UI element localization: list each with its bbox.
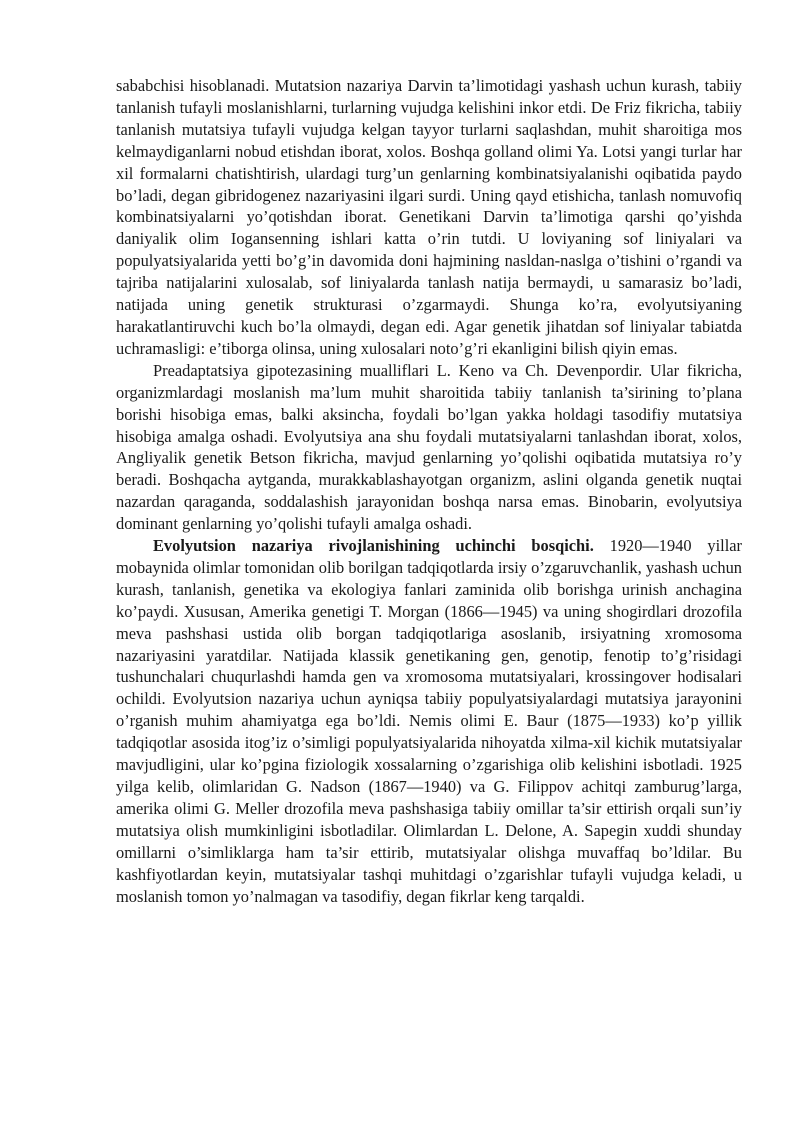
section-heading: Evolyutsion nazariya rivojlanishining uchinchi bosqichi. [153, 536, 594, 556]
paragraph-text: 1920—1940 yillar mobaynida olimlar tomonidan olib borilgan tadqiqotlarda irsiy o’zgaruvchanlik, yashash uchun kurash, tanlanish, genetika va ekologiya fanlari zaminida olib borishga urinish anchagina ko’paydi. Xususan, Amerika genetigi T. Morgan (1866—1945) va uning shogirdlari drozofila meva pashshasi ustida olib borgan tadqiqotlariga asoslanib, irsiyatning xromosoma nazariyasini yaratdilar. Natijada klassik genetikaning gen, genotip, fenotip to’g’risidagi tushunchalari chuqurlashdi hamda gen va xromosoma mutatsiyalari, krossingover hodisalari ochildi. Evolyutsion nazariya uchun ayniqsa tabiiy populyatsiyalardagi mutatsiya jarayonini o’rganish muhim ahamiyatga ega bo’ldi. Nemis olimi E. Baur (1875—1933) ko’p yillik tadqiqotlar asosida itog’iz o’simligi populyatsiyalarida nihoyatda xilma-xil kichik mutatsiyalar mavjudligini, ular ko’pgina fiziologik xossalarning o’zgarishiga olib kelishini isbotladi. 1925 yilga kelib, olimlaridan G. Nadson (1867—1940) va G. Filippov achitqi zamburug’larga, amerika olimi G. Meller drozofila meva pashshasiga tabiiy omillar ta’sir ettirish orqali sun’iy mutatsiya olish mumkinligini isbotladilar. Olimlardan L. Delone, A. Sapegin xuddi shunday omillarni o’simliklarga ham ta’sir ettirib, mutatsiyalar olishga muvaffaq bo’ldilar. Bu kashfiyotlardan keyin, mutatsiyalar tashqi muhitdagi o’zgarishlar tufayli vujudga keladi, u moslanish tomon yo’nalmagan va tasodifiy, degan fikrlar keng tarqaldi. [116, 536, 742, 906]
paragraph-mutation-theory [116, 75, 742, 360]
paragraph-text: Preadaptatsiya gipotezasining mualliflari L. Keno va Ch. Devenpordir. Ular fikricha, organizmlardagi moslanish ma’lum muhit sharoitida tabiiy tanlanish ta’sirining to’plana borishi hisobiga emas, balki aksincha, foydali bo’lgan yakka holdagi tasodifiy mutatsiya hisobiga amalga oshadi. Evolyutsiya ana shu foydali mutatsiyalarni tanlashdan iborat, xolos, Angliyalik genetik Betson fikricha, mavjud genlarning yo’qolishi oqibatida mutatsiya ro’y beradi. Boshqacha aytganda, murakkablashayotgan organizm, aslini olganda genetik nuqtai nazardan qaraganda, soddalashish jarayonidan boshqa narsa emas. Binobarin, evolyutsiya dominant genlarning yo’qolishi tufayli amalga oshadi. [116, 360, 742, 534]
paragraph-preadaptation-hypothesis [116, 360, 742, 535]
document-page [116, 75, 742, 907]
paragraph-text: sababchisi hisoblanadi. Mutatsion nazariya Darvin ta’limotidagi yashash uchun kurash, tabiiy tanlanish tufayli moslanishlarni, turlarning vujudga kelishini inkor etdi. De Friz fikricha, tabiiy tanlanish mutatsiya tufayli vujudga kelgan tayyor turlarni saqlashdan, muhit sharoitiga mos kelmaydiganlarni nobud etishdan iborat, xolos. Boshqa golland olimi Ya. Lotsi yangi turlar har xil formalarni chatishtirish, ulardagi turg’un genlarning kombinatsiyalanishi oqibatida paydo bo’ladi, degan gibridogenez nazariyasini ilgari surdi. Uning qayd etishicha, tanlash nomuvofiq kombinatsiyalarni yo’qotishdan iborat. Genetikani Darvin ta’limotiga qarshi qo’yishda daniyalik olim Iogansenning ishlari katta o’rin tutdi. U loviyaning sof liniyalari va populyatsiyalarida yetti bo’g’in davomida doni hajmining nasldan-naslga o’tishini o’rgandi va tajriba natijalarini xulosalab, sof liniyalarda tanlash natija bermaydi, u samarasiz bo’ladi, natijada uning genetik strukturasi o’zgarmaydi. Shunga ko’ra, evolyutsiyaning harakatlantiruvchi kuch bo’la olmaydi, degan edi. Agar genetik jihatdan sof liniyalar tabiatda uchramasligi: e’tiborga olinsa, uning xulosalari noto’g’ri ekanligini bilish qiyin emas. [116, 76, 742, 358]
paragraph-third-stage [116, 535, 742, 907]
